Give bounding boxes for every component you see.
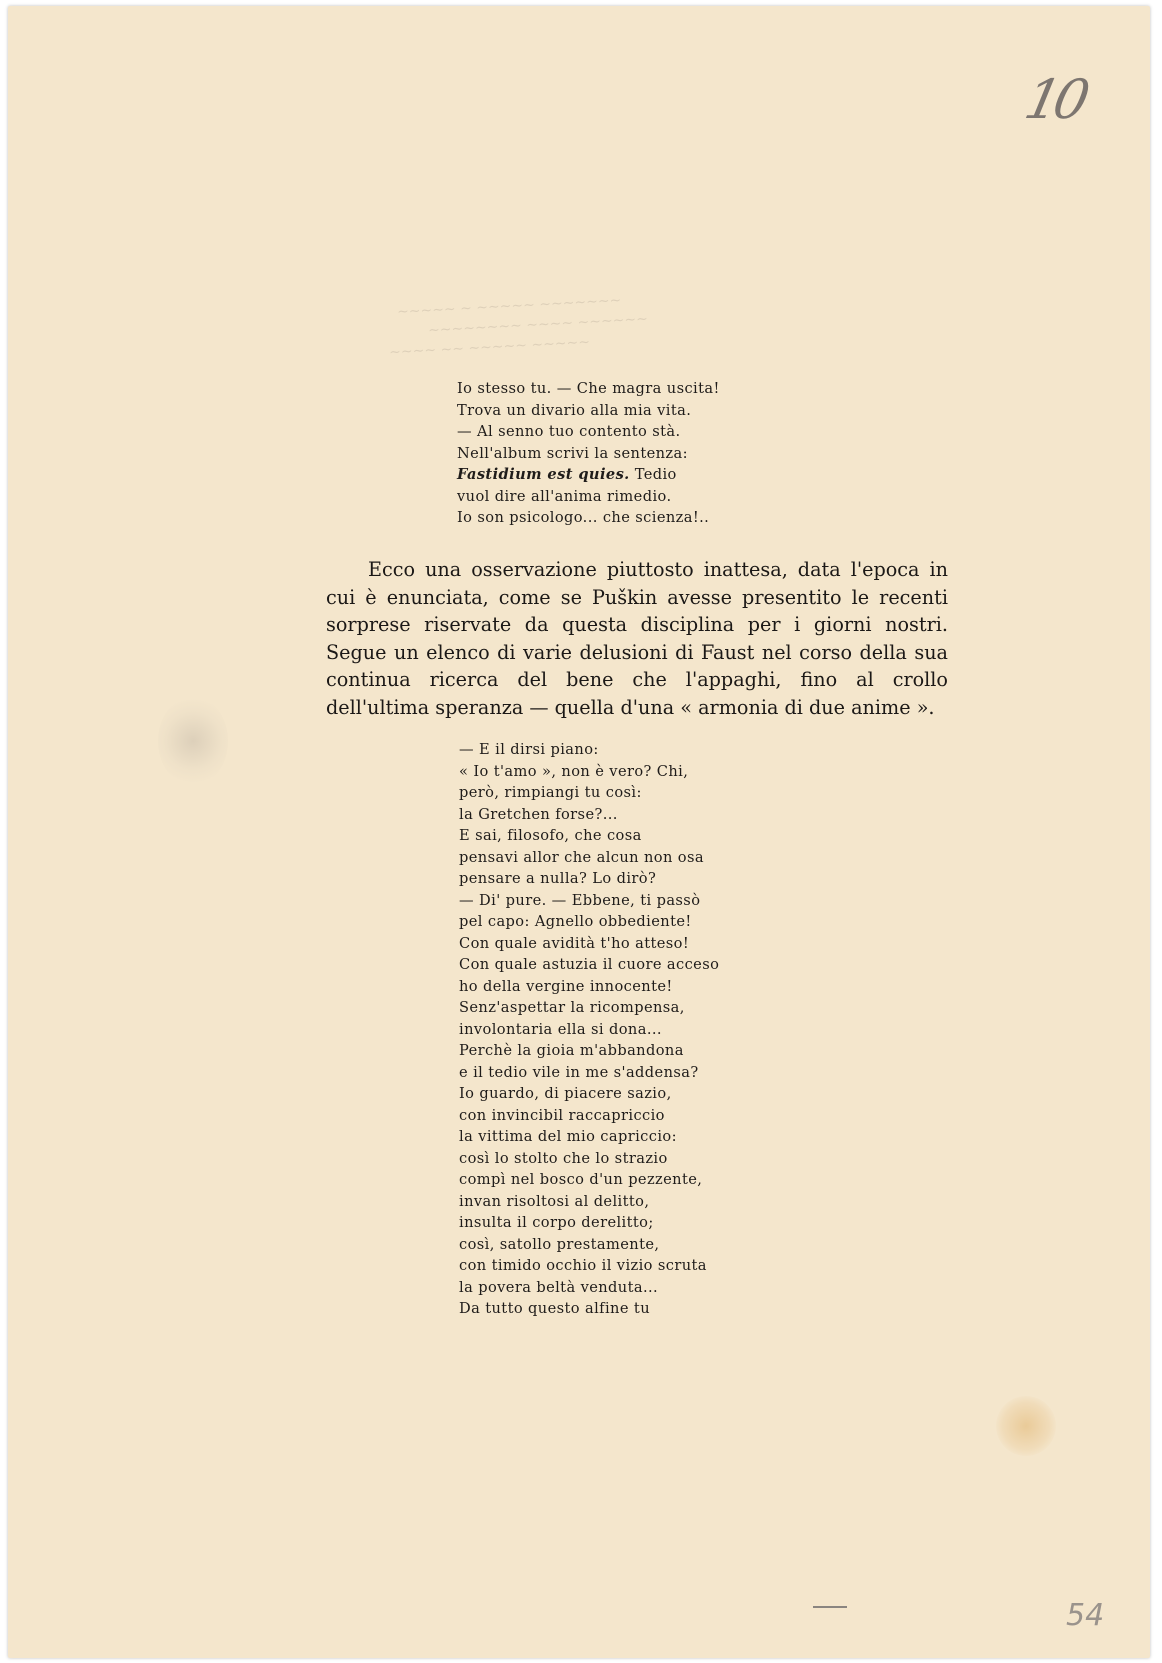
- verse-line: Con quale astuzia il cuore acceso: [459, 956, 720, 973]
- verse-line: Senz'aspettar la ricompensa,: [459, 999, 685, 1016]
- verse-line: Perchè la gioia m'abbandona: [459, 1042, 684, 1059]
- verse-line: compì nel bosco d'un pezzente,: [459, 1171, 703, 1188]
- verse-line-italic: [457, 464, 720, 486]
- verse-line: Nell'album scrivi la sentenza:: [457, 444, 688, 462]
- verse-line: Io son psicologo... che scienza!..: [457, 509, 710, 526]
- verse-line: così, satollo prestamente,: [459, 1235, 660, 1253]
- verse-line: « Io t'amo », non è vero? Chi,: [459, 762, 689, 780]
- verse-line: Io guardo, di piacere sazio,: [459, 1085, 672, 1102]
- verse-line: — Di' pure. — Ebbene, ti passò: [459, 891, 701, 909]
- pencil-dash: [813, 1606, 847, 1608]
- prose-paragraph: [326, 556, 948, 721]
- paragraph-text: Ecco una osservazione piuttosto inattesa, data l'epoca in cui è enunciata, come se Puškin avesse presentito le recenti sorprese riservate da questa disciplina per i giorni nostri. Segue un elenco di varie delusioni di Faust nel corso della sua continua ricerca del bene che l'appaghi, fino al crollo dell'ultima speranza — quella d'una « armonia di due anime ».: [326, 558, 948, 719]
- verse-line-tail: Tedio: [629, 466, 677, 483]
- verse-line: la vittima del mio capriccio:: [459, 1128, 677, 1145]
- verse-line: Trova un divario alla mia vita.: [457, 401, 692, 419]
- page-number: 54: [1066, 1598, 1105, 1633]
- latin-quote: Fastidium est quies.: [457, 466, 630, 483]
- verse-line: — E il dirsi piano:: [459, 741, 599, 758]
- verse-block-2: [459, 739, 719, 1320]
- paper-smudge: [158, 696, 228, 786]
- verse-line: ho della vergine innocente!: [459, 977, 673, 995]
- verse-line: e il tedio vile in me s'addensa?: [459, 1063, 699, 1081]
- paper-stain: [996, 1396, 1056, 1456]
- verse-line: invan risoltosi al delitto,: [459, 1192, 650, 1210]
- verse-line: Da tutto questo alfine tu: [459, 1300, 650, 1317]
- verse-line: così lo stolto che lo strazio: [459, 1149, 668, 1167]
- verse-line: la povera beltà venduta...: [459, 1278, 659, 1296]
- verse-line: pensavi allor che alcun non osa: [459, 848, 704, 866]
- verse-line: Con quale avidità t'ho atteso!: [459, 934, 690, 952]
- verse-line: la Gretchen forse?...: [459, 805, 618, 823]
- verse-line: pensare a nulla? Lo dirò?: [459, 870, 657, 887]
- verse-line: con timido occhio il vizio scruta: [459, 1257, 707, 1274]
- verse-line: — Al senno tuo contento stà.: [457, 423, 681, 440]
- bleed-through-text: ~~~~~ ~ ~~~~~ ~~~~~~~ ~~~~~~~~ ~~~~ ~~~~~~ ~~~~ ~~ ~~~~~ ~~~~~: [388, 292, 649, 361]
- folio-mark: 10: [1019, 68, 1090, 131]
- verse-line: vuol dire all'anima rimedio.: [457, 487, 672, 505]
- verse-line: pel capo: Agnello obbediente!: [459, 913, 692, 930]
- verse-line: Io stesso tu. — Che magra uscita!: [457, 380, 720, 397]
- verse-line: con invincibil raccapriccio: [459, 1106, 665, 1124]
- document-page: [8, 6, 1150, 1658]
- verse-line: involontaria ella si dona...: [459, 1020, 662, 1038]
- verse-block-1: [457, 378, 720, 529]
- verse-line: insulta il corpo derelitto;: [459, 1214, 654, 1231]
- verse-line: E sai, filosofo, che cosa: [459, 827, 642, 844]
- verse-line: però, rimpiangi tu così:: [459, 784, 642, 801]
